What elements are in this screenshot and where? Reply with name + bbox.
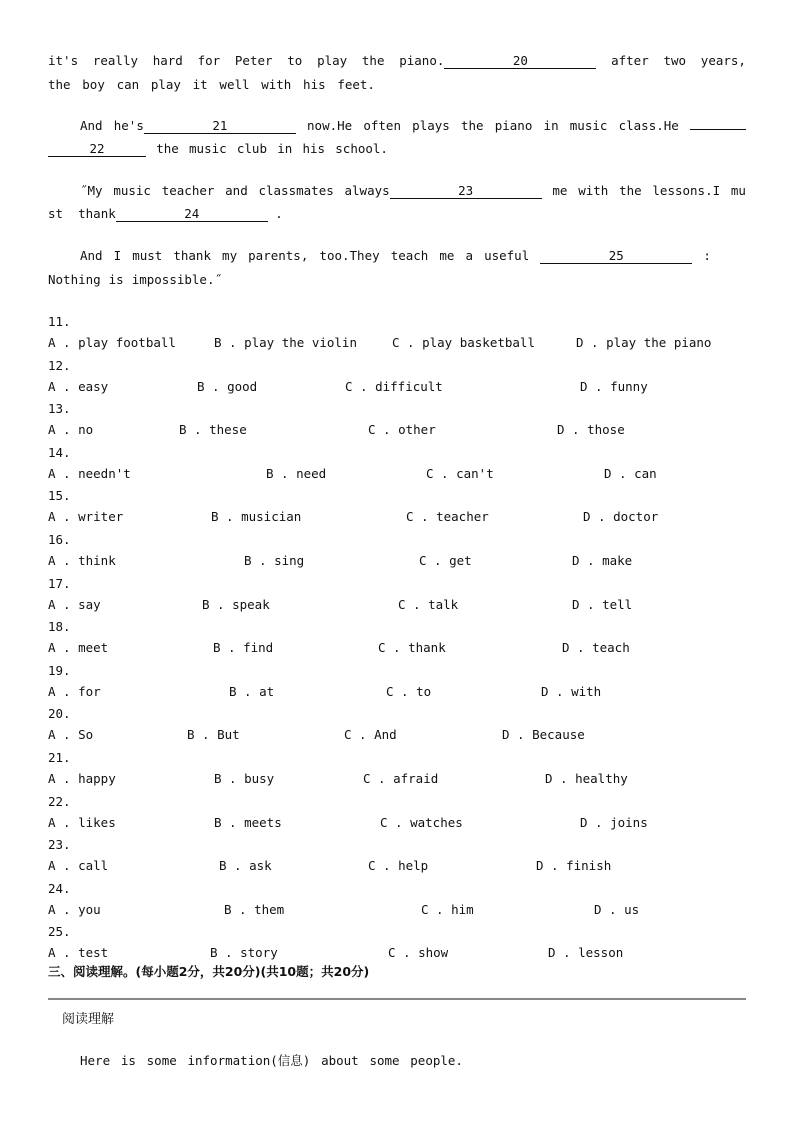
word: a <box>465 248 474 263</box>
word: useful <box>484 248 530 263</box>
question-number: 20. <box>48 706 71 721</box>
word: teacher <box>161 183 215 198</box>
option-c[interactable]: C . him <box>421 902 474 917</box>
passage-line <box>80 118 746 134</box>
option-d[interactable]: D . funny <box>580 379 648 394</box>
word: parents, <box>248 248 309 263</box>
question-number: 12. <box>48 358 71 373</box>
word: Nothing <box>48 272 101 287</box>
reading-title: 阅读理解 <box>62 1012 115 1027</box>
word: the <box>156 141 179 156</box>
word: club <box>236 141 267 156</box>
option-b[interactable]: B . sing <box>244 553 305 568</box>
option-c[interactable]: C . And <box>344 727 397 742</box>
option-d[interactable]: D . lesson <box>548 945 624 960</box>
word: the <box>361 53 385 68</box>
option-a[interactable]: A . So <box>48 727 94 742</box>
word: piano. <box>399 53 445 68</box>
word: must <box>132 248 163 263</box>
word: plays <box>412 118 450 133</box>
question-number: 18. <box>48 619 71 634</box>
word: his <box>303 77 326 92</box>
passage-line <box>80 183 746 199</box>
word: Peter <box>234 53 273 68</box>
blank-21[interactable]: 21 <box>144 119 296 134</box>
question-number: 17. <box>48 576 71 591</box>
word: information(信息) <box>187 1053 311 1068</box>
word: thank <box>173 248 211 263</box>
word: his <box>302 141 326 156</box>
option-b[interactable]: B . ask <box>219 858 272 873</box>
word: really <box>92 53 138 68</box>
option-a[interactable]: A . for <box>48 684 101 699</box>
option-d[interactable]: D . can <box>604 466 657 481</box>
word: with <box>578 183 609 198</box>
option-a[interactable]: A . test <box>48 945 109 960</box>
option-c[interactable]: C . difficult <box>345 379 443 394</box>
word: for <box>197 53 221 68</box>
word: well <box>219 77 250 92</box>
option-c[interactable]: C . show <box>388 945 449 960</box>
option-b[interactable]: B . these <box>179 422 247 437</box>
section-heading: 三、阅读理解。(每小题2分，共20分)(共10题；共20分) <box>48 964 370 979</box>
option-a[interactable]: A . needn't <box>48 466 131 481</box>
option-a[interactable]: A . easy <box>48 379 109 394</box>
option-b[interactable]: B . meets <box>214 815 282 830</box>
word: I <box>113 248 122 263</box>
option-d[interactable]: D . joins <box>580 815 648 830</box>
word: boy <box>82 77 105 92</box>
option-c[interactable]: C . to <box>386 684 432 699</box>
option-d[interactable]: D . make <box>572 553 633 568</box>
option-c[interactable]: C . thank <box>378 640 446 655</box>
word: my <box>222 248 238 263</box>
option-b[interactable]: B . busy <box>214 771 275 786</box>
word: to <box>287 53 303 68</box>
word: with <box>261 77 292 92</box>
word: the <box>619 183 642 198</box>
option-c[interactable]: C . can't <box>426 466 494 481</box>
option-b[interactable]: B . find <box>213 640 274 655</box>
word: music <box>189 141 227 156</box>
word: piano <box>494 118 533 133</box>
word: about <box>321 1053 359 1068</box>
word: music <box>569 118 608 133</box>
passage-line <box>48 77 375 93</box>
option-d[interactable]: D . healthy <box>545 771 628 786</box>
option-a[interactable]: A . no <box>48 422 94 437</box>
word: Here <box>80 1053 111 1068</box>
word: can <box>116 77 140 92</box>
option-a[interactable]: A . meet <box>48 640 109 655</box>
word: feet. <box>337 77 375 92</box>
question-number: 25. <box>48 924 71 939</box>
word: classmates <box>258 183 334 198</box>
option-a[interactable]: A . writer <box>48 509 124 524</box>
option-a[interactable]: A . call <box>48 858 109 873</box>
option-b[interactable]: B . play the violin <box>214 335 357 350</box>
option-a[interactable]: A . likes <box>48 815 116 830</box>
word: impossible.˝ <box>131 272 222 287</box>
question-number: 15. <box>48 488 71 503</box>
option-d[interactable]: D . those <box>557 422 625 437</box>
option-b[interactable]: B . them <box>224 902 285 917</box>
word: teach <box>390 248 429 263</box>
word: people. <box>410 1053 463 1068</box>
option-c[interactable]: C . afraid <box>363 771 439 786</box>
passage-line <box>80 248 711 264</box>
option-a[interactable]: A . play football <box>48 335 176 350</box>
word: play <box>150 77 181 92</box>
word: too.They <box>319 248 380 263</box>
word: after <box>611 53 649 68</box>
option-d[interactable]: D . doctor <box>583 509 659 524</box>
passage-line <box>48 206 746 222</box>
word: it's <box>48 53 79 68</box>
option-b[interactable]: B . But <box>187 727 240 742</box>
word: two <box>663 53 687 68</box>
word: the <box>460 118 484 133</box>
word: some <box>369 1053 400 1068</box>
option-c[interactable]: C . teacher <box>406 509 489 524</box>
divider <box>48 998 746 1000</box>
option-c[interactable]: C . help <box>368 858 429 873</box>
word: some <box>146 1053 177 1068</box>
option-c[interactable]: C . other <box>368 422 436 437</box>
word: is <box>108 272 124 287</box>
question-number: 13. <box>48 401 71 416</box>
word: in <box>277 141 293 156</box>
word: and <box>225 183 248 198</box>
colon: : <box>703 248 711 263</box>
word: lessons.I <box>652 183 721 198</box>
word: st <box>48 206 64 221</box>
option-b[interactable]: B . at <box>229 684 275 699</box>
option-b[interactable]: B . good <box>197 379 258 394</box>
blank-20[interactable]: 20 <box>444 54 596 69</box>
word: class.He <box>618 118 679 133</box>
reading-intro <box>80 1053 463 1069</box>
option-d[interactable]: D . with <box>541 684 602 699</box>
question-number: 11. <box>48 314 71 329</box>
word: me <box>552 183 568 198</box>
option-a[interactable]: A . think <box>48 553 116 568</box>
option-d[interactable]: D . teach <box>562 640 630 655</box>
question-number: 21. <box>48 750 71 765</box>
option-a[interactable]: A . happy <box>48 771 116 786</box>
option-a[interactable]: A . say <box>48 597 101 612</box>
period: . <box>275 206 283 221</box>
option-d[interactable]: D . finish <box>536 858 612 873</box>
option-c[interactable]: C . talk <box>398 597 459 612</box>
word: play <box>317 53 348 68</box>
word: it <box>192 77 208 92</box>
word: always <box>344 183 390 198</box>
passage-line <box>48 272 222 288</box>
option-d[interactable]: D . play the piano <box>576 335 712 350</box>
option-d[interactable]: D . Because <box>502 727 585 742</box>
option-c[interactable]: C . play basketball <box>392 335 535 350</box>
blank-22-start[interactable] <box>690 129 746 130</box>
question-number: 16. <box>48 532 71 547</box>
word: thank <box>78 206 116 221</box>
blank-24[interactable]: 24 <box>116 207 268 222</box>
word: And <box>80 248 103 263</box>
option-c[interactable]: C . get <box>419 553 472 568</box>
option-b[interactable]: B . need <box>266 466 327 481</box>
word: he's <box>113 118 144 133</box>
question-number: 22. <box>48 794 71 809</box>
word: me <box>439 248 455 263</box>
word: years, <box>700 53 746 68</box>
word: often <box>363 118 401 133</box>
word: music <box>113 183 151 198</box>
word: mu <box>730 183 746 198</box>
option-b[interactable]: B . speak <box>202 597 270 612</box>
option-a[interactable]: A . you <box>48 902 101 917</box>
option-c[interactable]: C . watches <box>380 815 463 830</box>
question-number: 23. <box>48 837 71 852</box>
option-b[interactable]: B . musician <box>211 509 302 524</box>
blank-22[interactable]: 22 <box>48 142 146 157</box>
word: is <box>120 1053 136 1068</box>
option-d[interactable]: D . tell <box>572 597 633 612</box>
option-d[interactable]: D . us <box>594 902 640 917</box>
option-b[interactable]: B . story <box>210 945 278 960</box>
passage-line <box>48 141 388 157</box>
word: now.He <box>307 118 353 133</box>
question-number: 19. <box>48 663 71 678</box>
question-number: 14. <box>48 445 71 460</box>
word: hard <box>152 53 183 68</box>
word: in <box>543 118 559 133</box>
word: school. <box>335 141 388 156</box>
word: ˝My <box>80 183 103 198</box>
blank-25[interactable]: 25 <box>540 249 692 264</box>
question-number: 24. <box>48 881 71 896</box>
word: And <box>80 118 103 133</box>
passage-line <box>48 53 746 69</box>
word: the <box>48 77 71 92</box>
blank-23[interactable]: 23 <box>390 184 542 199</box>
